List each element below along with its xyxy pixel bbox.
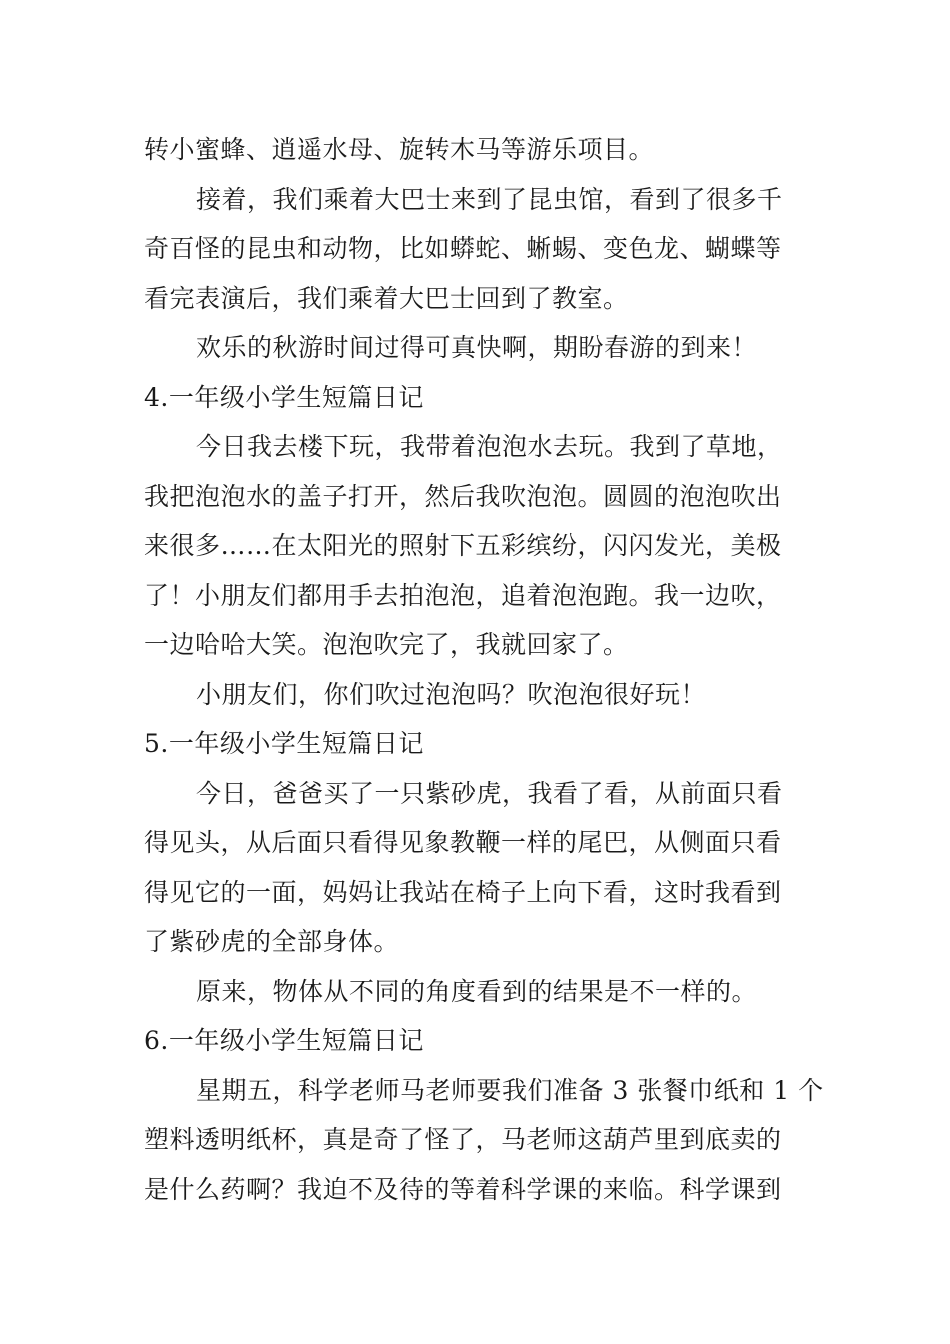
paragraph-line: 来很多……在太阳光的照射下五彩缤纷，闪闪发光，美极 <box>144 531 782 560</box>
paragraph-line: 我把泡泡水的盖子打开，然后我吹泡泡。圆圆的泡泡吹出 <box>144 481 782 511</box>
paragraph-line: 欢乐的秋游时间过得可真快啊，期盼春游的到来！ <box>196 333 758 362</box>
paragraph-line: 小朋友们，你们吹过泡泡吗？吹泡泡很好玩！ <box>196 679 707 709</box>
paragraph-line: 今日我去楼下玩，我带着泡泡水去玩。我到了草地， <box>196 432 783 461</box>
paragraph-line: 看完表演后，我们乘着大巴士回到了教室。 <box>144 283 629 313</box>
paragraph-line: 了！小朋友们都用手去拍泡泡，追着泡泡跑。我一边吹， <box>144 580 782 610</box>
paragraph-line: 塑料透明纸杯，真是奇了怪了，马老师这葫芦里到底卖的 <box>144 1125 782 1154</box>
paragraph-line: 今日，爸爸买了一只紫砂虎，我看了看，从前面只看 <box>196 778 783 808</box>
paragraph-line: 一边哈哈大笑。泡泡吹完了，我就回家了。 <box>144 630 629 659</box>
paragraph-line: 了紫砂虎的全部身体。 <box>144 927 400 956</box>
section-heading: 4.一年级小学生短篇日记 <box>144 382 424 412</box>
paragraph-line: 星期五，科学老师马老师要我们准备 3 张餐巾纸和 1 个 <box>196 1075 824 1105</box>
paragraph-line: 接着，我们乘着大巴士来到了昆虫馆，看到了很多千 <box>196 184 783 214</box>
paragraph-line: 奇百怪的昆虫和动物，比如蟒蛇、蜥蜴、变色龙、蝴蝶等 <box>144 234 782 263</box>
paragraph-line: 原来，物体从不同的角度看到的结果是不一样的。 <box>196 976 758 1006</box>
paragraph-line: 转小蜜蜂、逍遥水母、旋转木马等游乐项目。 <box>144 135 655 164</box>
section-heading: 6.一年级小学生短篇日记 <box>144 1026 424 1055</box>
paragraph-line: 得见头，从后面只看得见象教鞭一样的尾巴，从侧面只看 <box>144 828 782 857</box>
section-heading: 5.一年级小学生短篇日记 <box>144 729 424 758</box>
paragraph-line: 得见它的一面，妈妈让我站在椅子上向下看，这时我看到 <box>144 877 782 907</box>
paragraph-line: 是什么药啊？我迫不及待的等着科学课的来临。科学课到 <box>144 1174 782 1204</box>
document-body <box>144 125 824 1214</box>
